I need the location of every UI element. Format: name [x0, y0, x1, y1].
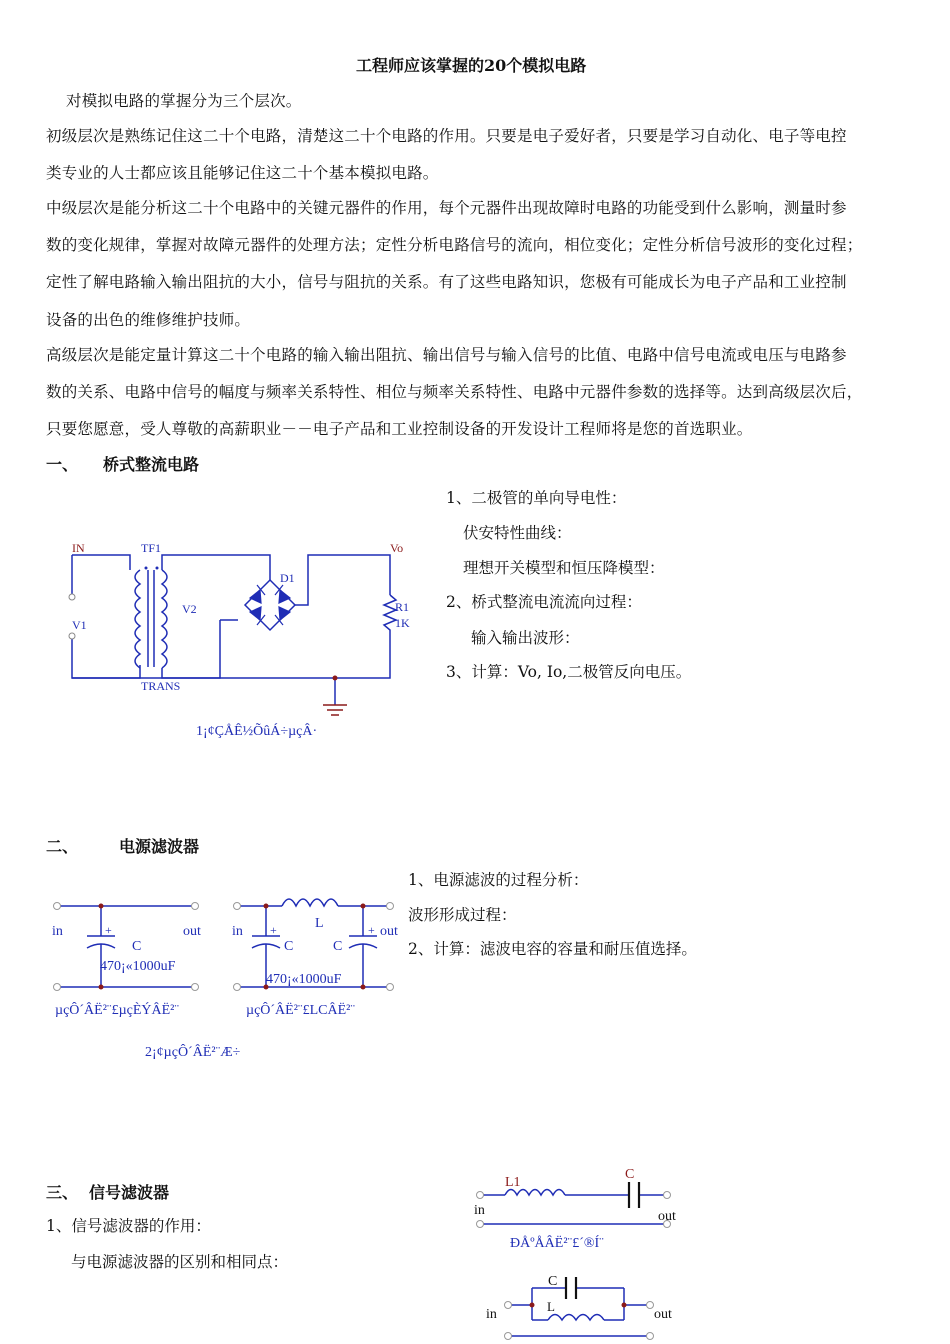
top-out-label: out	[658, 1209, 676, 1224]
para3-line1: 高级层次是能定量计算这二十个电路的输入输出阻抗、输出信号与输入信号的比值、电路中信号电流或电压与电路参	[46, 346, 847, 364]
label-r1: R1	[395, 600, 410, 614]
section1-item3: 理想开关模型和恒压降模型：	[463, 559, 665, 577]
left-in-label: in	[52, 924, 63, 939]
signal-filter-diagram	[470, 1160, 690, 1344]
section1-item2: 伏安特性曲线：	[463, 524, 572, 542]
label-trans: TRANS	[141, 679, 181, 693]
section1-number: 一、	[46, 455, 79, 474]
para2-line1: 中级层次是能分析这二十个电路中的关键元器件的作用，每个元器件出现故障时电路的功能受到什么影响，测量时参	[46, 199, 847, 217]
label-in: IN	[72, 541, 85, 555]
para3-line3: 只要您愿意，受人尊敬的高薪职业－－电子产品和工业控制设备的开发设计工程师将是您的首选职业。	[46, 420, 753, 438]
left-out-label: out	[183, 924, 201, 939]
section1-heading: 桥式整流电路	[103, 455, 200, 474]
right-c1-label: C	[284, 939, 294, 954]
top-l1-label: L1	[505, 1175, 521, 1190]
para1-line2: 类专业的人士都应该且能够记住这二十个基本模拟电路。	[46, 164, 439, 182]
top-c-label: C	[625, 1167, 635, 1182]
label-d1: D1	[280, 571, 295, 585]
para2-line4: 设备的出色的维修维护技师。	[46, 311, 251, 329]
para2-line3: 定性了解电路输入输出阻抗的大小，信号与阻抗的关系。有了这些电路知识，您极有可能成长为电子产品和工业控制	[46, 273, 847, 291]
right-cvalue-label: 470¡«1000uF	[266, 972, 342, 987]
bridge-rectifier-diagram	[60, 535, 420, 745]
para2-line2: 数的变化规律，掌握对故障元器件的处理方法；定性分析电路信号的流向，相位变化；定性分析信号波形的变化过程；	[46, 236, 863, 254]
right-in-label: in	[232, 924, 243, 939]
section2-item1: 1、电源滤波的过程分析：	[408, 871, 589, 889]
label-tf1: TF1	[141, 541, 162, 555]
para1-line1: 初级层次是熟练记住这二十个电路，清楚这二十个电路的作用。只要是电子爱好者，只要是学习自动化、电子等电控	[46, 127, 847, 145]
right-filter-caption: µçÔ´ÂË²¨£LCÂË²¨	[246, 1003, 355, 1018]
right-c2-label: C	[333, 939, 343, 954]
power-filter-diagram	[45, 890, 405, 1070]
section1-item4: 2、桥式整流电流流向过程：	[446, 593, 642, 611]
bottom-in-label: in	[486, 1307, 497, 1322]
section1-item6: 3、计算：Vo, Io,二极管反向电压。	[446, 663, 692, 681]
left-c-label: C	[132, 939, 142, 954]
section3-heading: 信号滤波器	[89, 1183, 170, 1202]
para3-line2: 数的关系、电路中信号的幅度与频率关系特性、相位与频率关系特性、电路中元器件参数的选择等。达到高级层次后，	[46, 383, 863, 401]
right-plus2-label: +	[368, 923, 375, 937]
right-plus1-label: +	[270, 923, 277, 937]
right-l-label: L	[315, 916, 324, 931]
section1-item5: 输入输出波形：	[471, 629, 580, 647]
label-v1: V1	[72, 618, 87, 632]
right-out-label: out	[380, 924, 398, 939]
top-filter-caption: ÐÅºÅÂË²¨£´®Í¨	[510, 1236, 604, 1251]
label-vo: Vo	[390, 541, 404, 555]
left-plus-label: +	[105, 923, 112, 937]
top-in-label: in	[474, 1203, 485, 1218]
diagram1-caption: 1¡¢ÇÅÊ½ÕûÁ÷µçÂ·	[196, 724, 318, 739]
label-r1-value: 1K	[395, 616, 410, 630]
intro-lead: 对模拟电路的掌握分为三个层次。	[66, 92, 302, 110]
section1-item1: 1、二极管的单向导电性：	[446, 489, 627, 507]
bottom-l-label: L	[547, 1299, 555, 1314]
section2-item2: 波形形成过程：	[408, 906, 517, 924]
bottom-c-label: C	[548, 1274, 558, 1289]
left-cvalue-label: 470¡«1000uF	[100, 959, 176, 974]
section2-number: 二、	[46, 837, 79, 856]
diagram2-caption: 2¡¢µçÔ´ÂË²¨Æ÷	[145, 1045, 241, 1060]
section2-heading: 电源滤波器	[119, 837, 200, 856]
label-v2: V2	[182, 602, 197, 616]
section3-item1: 1、信号滤波器的作用：	[46, 1217, 211, 1235]
section2-item3: 2、计算：滤波电容的容量和耐压值选择。	[408, 940, 697, 958]
section3-item2: 与电源滤波器的区别和相同点：	[71, 1253, 289, 1271]
left-filter-caption: µçÔ´ÂË²¨£µçÈÝÂË²¨	[55, 1003, 180, 1018]
section3-number: 三、	[46, 1183, 79, 1202]
bottom-out-label: out	[654, 1307, 672, 1322]
page-title: 工程师应该掌握的20个模拟电路	[356, 56, 587, 75]
